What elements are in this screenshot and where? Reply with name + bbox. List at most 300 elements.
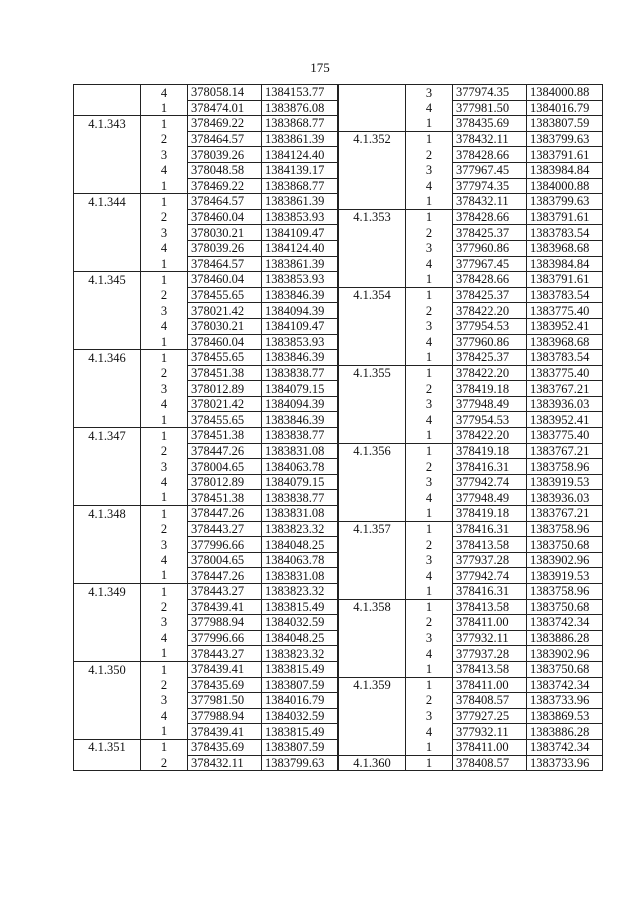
x-coordinate-cell: 378428.66 [453, 147, 527, 163]
y-coordinate-cell: 1384032.59 [262, 708, 338, 724]
x-coordinate-cell: 378443.27 [188, 646, 262, 662]
parcel-id-cell: 4.1.352 [339, 131, 406, 147]
table-row [74, 708, 338, 724]
parcel-id-cell: 4.1.344 [74, 194, 141, 210]
parcel-id-cell [74, 677, 141, 693]
parcel-id-cell [339, 428, 406, 444]
parcel-id-cell [74, 287, 141, 303]
x-coordinate-cell: 378021.42 [188, 396, 262, 412]
y-coordinate-cell: 1383815.49 [262, 724, 338, 740]
point-number-cell: 2 [406, 381, 453, 397]
parcel-id-cell [74, 162, 141, 178]
table-row [74, 256, 338, 272]
table-row [74, 521, 338, 537]
y-coordinate-cell: 1383868.77 [262, 116, 338, 132]
x-coordinate-cell: 377974.35 [453, 85, 527, 101]
parcel-id-cell [339, 630, 406, 646]
y-coordinate-cell: 1383886.28 [527, 724, 603, 740]
point-number-cell: 1 [141, 334, 188, 350]
point-number-cell: 3 [141, 225, 188, 241]
table-row [339, 677, 603, 693]
parcel-id-cell [74, 474, 141, 490]
parcel-id-cell [74, 334, 141, 350]
point-number-cell: 1 [141, 412, 188, 428]
x-coordinate-cell: 378443.27 [188, 521, 262, 537]
point-number-cell: 2 [406, 147, 453, 163]
x-coordinate-cell: 377942.74 [453, 474, 527, 490]
x-coordinate-cell: 377960.86 [453, 240, 527, 256]
parcel-id-cell [74, 599, 141, 615]
y-coordinate-cell: 1383984.84 [527, 162, 603, 178]
table-row [339, 209, 603, 225]
point-number-cell: 3 [141, 459, 188, 475]
point-number-cell: 4 [406, 256, 453, 272]
x-coordinate-cell: 377937.28 [453, 646, 527, 662]
table-row [339, 599, 603, 615]
point-number-cell: 3 [141, 615, 188, 631]
table-row [339, 85, 603, 101]
table-row [339, 116, 603, 132]
y-coordinate-cell: 1384063.78 [262, 552, 338, 568]
y-coordinate-cell: 1384094.39 [262, 396, 338, 412]
parcel-id-cell [339, 646, 406, 662]
x-coordinate-cell: 378408.57 [453, 693, 527, 709]
y-coordinate-cell: 1383868.77 [262, 178, 338, 194]
table-row [339, 552, 603, 568]
page-number: 175 [310, 60, 330, 75]
x-coordinate-cell: 377927.25 [453, 708, 527, 724]
point-number-cell: 4 [406, 646, 453, 662]
x-coordinate-cell: 378411.00 [453, 615, 527, 631]
table-row [74, 100, 338, 116]
x-coordinate-cell: 378425.37 [453, 225, 527, 241]
point-number-cell: 3 [406, 162, 453, 178]
table-row [74, 459, 338, 475]
table-row [339, 537, 603, 553]
table-row [74, 318, 338, 334]
point-number-cell: 4 [406, 334, 453, 350]
point-number-cell: 1 [406, 599, 453, 615]
y-coordinate-cell: 1383767.21 [527, 506, 603, 522]
parcel-id-cell: 4.1.353 [339, 209, 406, 225]
table-row [74, 677, 338, 693]
parcel-id-cell [339, 412, 406, 428]
table-row [339, 521, 603, 537]
point-number-cell: 2 [141, 443, 188, 459]
table-row [74, 661, 338, 677]
point-number-cell: 1 [141, 194, 188, 210]
table-row [339, 490, 603, 506]
y-coordinate-cell: 1383919.53 [527, 568, 603, 584]
table-row [74, 85, 338, 101]
parcel-id-cell [339, 506, 406, 522]
table-row [74, 599, 338, 615]
x-coordinate-cell: 377932.11 [453, 630, 527, 646]
point-number-cell: 1 [406, 677, 453, 693]
x-coordinate-cell: 378413.58 [453, 599, 527, 615]
table-row [339, 194, 603, 210]
parcel-id-cell [339, 303, 406, 319]
table-row [339, 584, 603, 600]
point-number-cell: 2 [141, 677, 188, 693]
parcel-id-cell [74, 708, 141, 724]
x-coordinate-cell: 378435.69 [188, 739, 262, 755]
x-coordinate-cell: 378030.21 [188, 318, 262, 334]
x-coordinate-cell: 378439.41 [188, 724, 262, 740]
table-row [74, 131, 338, 147]
y-coordinate-cell: 1383758.96 [527, 584, 603, 600]
table-row [74, 506, 338, 522]
parcel-id-cell [74, 100, 141, 116]
parcel-id-cell [339, 474, 406, 490]
parcel-id-cell [74, 240, 141, 256]
x-coordinate-cell: 378460.04 [188, 272, 262, 288]
table-row [74, 365, 338, 381]
x-coordinate-cell: 378432.11 [453, 131, 527, 147]
x-coordinate-cell: 378428.66 [453, 272, 527, 288]
x-coordinate-cell: 378451.38 [188, 428, 262, 444]
x-coordinate-cell: 378408.57 [453, 755, 527, 771]
x-coordinate-cell: 378058.14 [188, 85, 262, 101]
table-row [74, 693, 338, 709]
y-coordinate-cell: 1383861.39 [262, 256, 338, 272]
table-row [339, 443, 603, 459]
point-number-cell: 1 [141, 116, 188, 132]
y-coordinate-cell: 1383807.59 [262, 677, 338, 693]
point-number-cell: 2 [141, 521, 188, 537]
y-coordinate-cell: 1383846.39 [262, 412, 338, 428]
parcel-id-cell [74, 568, 141, 584]
point-number-cell: 2 [406, 303, 453, 319]
y-coordinate-cell: 1383767.21 [527, 381, 603, 397]
parcel-id-cell [339, 739, 406, 755]
y-coordinate-cell: 1383831.08 [262, 568, 338, 584]
table-row [339, 100, 603, 116]
y-coordinate-cell: 1383775.40 [527, 365, 603, 381]
table-row [74, 334, 338, 350]
x-coordinate-cell: 378422.20 [453, 365, 527, 381]
x-coordinate-cell: 378413.58 [453, 661, 527, 677]
table-row [339, 474, 603, 490]
x-coordinate-cell: 378048.58 [188, 162, 262, 178]
parcel-id-cell: 4.1.343 [74, 116, 141, 132]
x-coordinate-cell: 378428.66 [453, 209, 527, 225]
parcel-id-cell [339, 459, 406, 475]
parcel-id-cell: 4.1.356 [339, 443, 406, 459]
x-coordinate-cell: 378464.57 [188, 131, 262, 147]
parcel-id-cell [339, 724, 406, 740]
x-coordinate-cell: 378411.00 [453, 739, 527, 755]
table-row [74, 584, 338, 600]
table-row [74, 537, 338, 553]
x-coordinate-cell: 378411.00 [453, 677, 527, 693]
table-row [339, 693, 603, 709]
point-number-cell: 1 [141, 256, 188, 272]
point-number-cell: 4 [406, 100, 453, 116]
point-number-cell: 1 [406, 661, 453, 677]
parcel-id-cell [74, 365, 141, 381]
parcel-id-cell: 4.1.348 [74, 506, 141, 522]
table-row [339, 162, 603, 178]
table-row [339, 350, 603, 366]
table-row [339, 739, 603, 755]
y-coordinate-cell: 1384016.79 [527, 100, 603, 116]
x-coordinate-cell: 378435.69 [188, 677, 262, 693]
y-coordinate-cell: 1383791.61 [527, 272, 603, 288]
x-coordinate-cell: 378464.57 [188, 194, 262, 210]
table-row [339, 428, 603, 444]
y-coordinate-cell: 1383902.96 [527, 646, 603, 662]
x-coordinate-cell: 378460.04 [188, 334, 262, 350]
x-coordinate-cell: 378422.20 [453, 303, 527, 319]
x-coordinate-cell: 377954.53 [453, 318, 527, 334]
point-number-cell: 1 [141, 100, 188, 116]
point-number-cell: 2 [141, 755, 188, 771]
parcel-id-cell [339, 568, 406, 584]
y-coordinate-cell: 1384124.40 [262, 147, 338, 163]
parcel-id-cell [74, 381, 141, 397]
table-row [339, 147, 603, 163]
parcel-id-cell [74, 646, 141, 662]
point-number-cell: 4 [141, 552, 188, 568]
table-row [339, 724, 603, 740]
parcel-id-cell [339, 350, 406, 366]
point-number-cell: 3 [141, 303, 188, 319]
parcel-id-cell: 4.1.355 [339, 365, 406, 381]
y-coordinate-cell: 1383799.63 [262, 755, 338, 771]
y-coordinate-cell: 1383838.77 [262, 428, 338, 444]
point-number-cell: 3 [406, 552, 453, 568]
table-row [74, 162, 338, 178]
point-number-cell: 2 [406, 693, 453, 709]
x-coordinate-cell: 378451.38 [188, 490, 262, 506]
x-coordinate-cell: 377996.66 [188, 630, 262, 646]
table-row [339, 615, 603, 631]
table-row [74, 443, 338, 459]
table-row [74, 552, 338, 568]
parcel-id-cell [339, 693, 406, 709]
parcel-id-cell [339, 334, 406, 350]
point-number-cell: 2 [406, 615, 453, 631]
y-coordinate-cell: 1383902.96 [527, 552, 603, 568]
point-number-cell: 3 [406, 318, 453, 334]
table-row [339, 661, 603, 677]
point-number-cell: 4 [141, 708, 188, 724]
x-coordinate-cell: 378416.31 [453, 459, 527, 475]
point-number-cell: 1 [141, 490, 188, 506]
point-number-cell: 1 [406, 584, 453, 600]
point-number-cell: 4 [406, 490, 453, 506]
x-coordinate-cell: 378416.31 [453, 584, 527, 600]
parcel-id-cell [74, 459, 141, 475]
table-row [74, 303, 338, 319]
point-number-cell: 2 [406, 459, 453, 475]
y-coordinate-cell: 1384079.15 [262, 381, 338, 397]
point-number-cell: 1 [141, 584, 188, 600]
y-coordinate-cell: 1384153.77 [262, 85, 338, 101]
table-row [74, 240, 338, 256]
y-coordinate-cell: 1383831.08 [262, 443, 338, 459]
point-number-cell: 1 [141, 646, 188, 662]
y-coordinate-cell: 1383783.54 [527, 287, 603, 303]
parcel-id-cell: 4.1.359 [339, 677, 406, 693]
table-row [339, 334, 603, 350]
point-number-cell: 3 [141, 147, 188, 163]
x-coordinate-cell: 377988.94 [188, 615, 262, 631]
parcel-id-cell [74, 724, 141, 740]
parcel-id-cell [339, 116, 406, 132]
table-row [339, 256, 603, 272]
point-number-cell: 1 [141, 724, 188, 740]
table-row [74, 147, 338, 163]
y-coordinate-cell: 1383936.03 [527, 490, 603, 506]
point-number-cell: 1 [141, 428, 188, 444]
parcel-id-cell [74, 256, 141, 272]
point-number-cell: 1 [406, 287, 453, 303]
y-coordinate-cell: 1383823.32 [262, 521, 338, 537]
parcel-id-cell [339, 225, 406, 241]
parcel-id-cell [74, 225, 141, 241]
x-coordinate-cell: 378012.89 [188, 474, 262, 490]
point-number-cell: 4 [406, 412, 453, 428]
point-number-cell: 1 [406, 350, 453, 366]
point-number-cell: 3 [406, 708, 453, 724]
point-number-cell: 1 [141, 350, 188, 366]
y-coordinate-cell: 1384000.88 [527, 85, 603, 101]
y-coordinate-cell: 1383783.54 [527, 225, 603, 241]
point-number-cell: 3 [141, 693, 188, 709]
x-coordinate-cell: 377974.35 [453, 178, 527, 194]
x-coordinate-cell: 378455.65 [188, 412, 262, 428]
parcel-id-cell [74, 85, 141, 101]
x-coordinate-cell: 378419.18 [453, 443, 527, 459]
y-coordinate-cell: 1383750.68 [527, 599, 603, 615]
x-coordinate-cell: 377967.45 [453, 162, 527, 178]
table-row [74, 412, 338, 428]
y-coordinate-cell: 1383742.34 [527, 615, 603, 631]
point-number-cell: 1 [406, 739, 453, 755]
table-row [339, 708, 603, 724]
x-coordinate-cell: 378021.42 [188, 303, 262, 319]
point-number-cell: 1 [406, 272, 453, 288]
x-coordinate-cell: 377960.86 [453, 334, 527, 350]
point-number-cell: 2 [141, 287, 188, 303]
x-coordinate-cell: 378039.26 [188, 240, 262, 256]
y-coordinate-cell: 1384016.79 [262, 693, 338, 709]
table-row [74, 630, 338, 646]
x-coordinate-cell: 378443.27 [188, 584, 262, 600]
point-number-cell: 4 [406, 724, 453, 740]
x-coordinate-cell: 377981.50 [453, 100, 527, 116]
y-coordinate-cell: 1384079.15 [262, 474, 338, 490]
point-number-cell: 2 [141, 599, 188, 615]
parcel-id-cell [74, 412, 141, 428]
x-coordinate-cell: 377948.49 [453, 490, 527, 506]
parcel-id-cell [74, 693, 141, 709]
x-coordinate-cell: 378425.37 [453, 287, 527, 303]
table-row [74, 209, 338, 225]
table-row [74, 474, 338, 490]
y-coordinate-cell: 1384048.25 [262, 537, 338, 553]
parcel-id-cell [339, 162, 406, 178]
y-coordinate-cell: 1384124.40 [262, 240, 338, 256]
y-coordinate-cell: 1383767.21 [527, 443, 603, 459]
point-number-cell: 1 [406, 131, 453, 147]
table-row [339, 318, 603, 334]
table-row [74, 287, 338, 303]
x-coordinate-cell: 378419.18 [453, 506, 527, 522]
y-coordinate-cell: 1383742.34 [527, 739, 603, 755]
point-number-cell: 4 [141, 630, 188, 646]
point-number-cell: 1 [406, 116, 453, 132]
y-coordinate-cell: 1383838.77 [262, 490, 338, 506]
parcel-id-cell: 4.1.351 [74, 739, 141, 755]
parcel-id-cell: 4.1.354 [339, 287, 406, 303]
table-row [74, 225, 338, 241]
coordinates-table-right [338, 84, 603, 771]
y-coordinate-cell: 1383968.68 [527, 334, 603, 350]
point-number-cell: 4 [141, 318, 188, 334]
x-coordinate-cell: 378451.38 [188, 365, 262, 381]
point-number-cell: 1 [141, 739, 188, 755]
table-row [339, 646, 603, 662]
table-row [74, 755, 338, 771]
y-coordinate-cell: 1383984.84 [527, 256, 603, 272]
point-number-cell: 1 [406, 506, 453, 522]
y-coordinate-cell: 1383733.96 [527, 755, 603, 771]
y-coordinate-cell: 1383775.40 [527, 428, 603, 444]
parcel-id-cell [74, 318, 141, 334]
table-row [339, 365, 603, 381]
point-number-cell: 4 [141, 474, 188, 490]
point-number-cell: 1 [406, 209, 453, 225]
x-coordinate-cell: 378439.41 [188, 661, 262, 677]
y-coordinate-cell: 1383846.39 [262, 287, 338, 303]
y-coordinate-cell: 1383968.68 [527, 240, 603, 256]
y-coordinate-cell: 1383823.32 [262, 646, 338, 662]
y-coordinate-cell: 1383952.41 [527, 412, 603, 428]
y-coordinate-cell: 1383861.39 [262, 131, 338, 147]
x-coordinate-cell: 377967.45 [453, 256, 527, 272]
y-coordinate-cell: 1384063.78 [262, 459, 338, 475]
y-coordinate-cell: 1383799.63 [527, 131, 603, 147]
y-coordinate-cell: 1383853.93 [262, 272, 338, 288]
x-coordinate-cell: 378474.01 [188, 100, 262, 116]
y-coordinate-cell: 1383775.40 [527, 303, 603, 319]
x-coordinate-cell: 378416.31 [453, 521, 527, 537]
point-number-cell: 1 [141, 506, 188, 522]
point-number-cell: 1 [406, 443, 453, 459]
x-coordinate-cell: 378469.22 [188, 178, 262, 194]
point-number-cell: 1 [406, 521, 453, 537]
parcel-id-cell [339, 552, 406, 568]
parcel-id-cell [74, 755, 141, 771]
point-number-cell: 2 [141, 209, 188, 225]
table-row [339, 131, 603, 147]
table-row [339, 506, 603, 522]
point-number-cell: 2 [141, 131, 188, 147]
parcel-id-cell [74, 490, 141, 506]
parcel-id-cell [339, 85, 406, 101]
y-coordinate-cell: 1383750.68 [527, 661, 603, 677]
x-coordinate-cell: 378012.89 [188, 381, 262, 397]
parcel-id-cell [339, 240, 406, 256]
y-coordinate-cell: 1383758.96 [527, 521, 603, 537]
coordinates-table-left [73, 84, 338, 771]
parcel-id-cell: 4.1.350 [74, 661, 141, 677]
x-coordinate-cell: 378413.58 [453, 537, 527, 553]
parcel-id-cell: 4.1.358 [339, 599, 406, 615]
